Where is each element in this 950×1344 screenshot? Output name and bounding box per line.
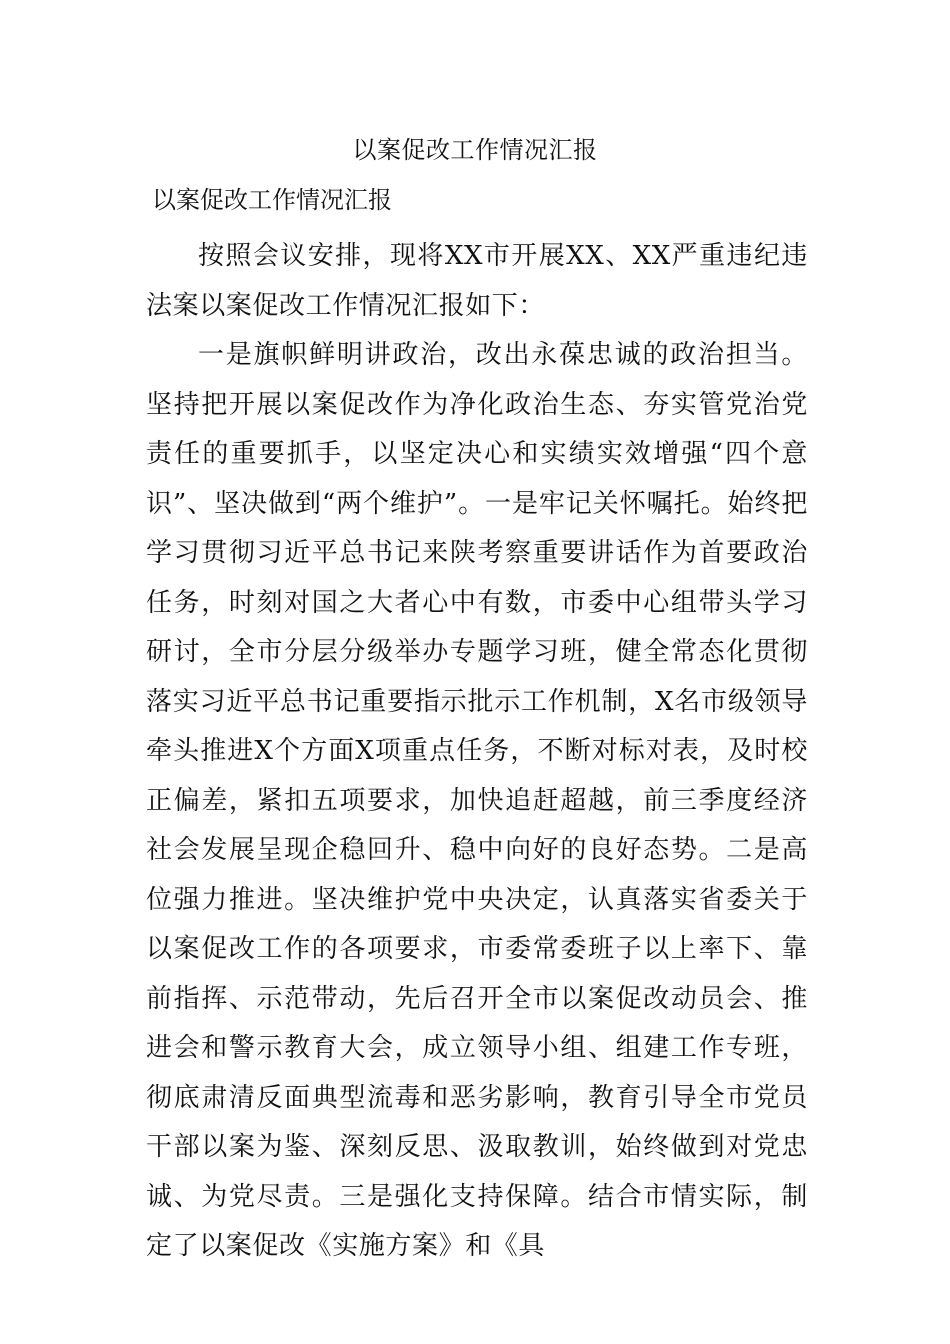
document-title: 以案促改工作情况汇报 [352, 136, 598, 164]
document-body [146, 232, 808, 1272]
main-paragraph: 一是旗帜鲜明讲政治，改出永葆忠诚的政治担当。坚持把开展以案促改作为净化政治生态、夯实管党治党责任的重要抓手，以坚定决心和实绩实效增强“四个意识”、坚决做到“两个维护”。一是牢记关怀嘱托。始终把学习贯彻习近平总书记来陕考察重要讲话作为首要政治任务，时刻对国之大者心中有数，市委中心组带头学习研讨，全市分层分级举办专题学习班，健全常态化贯彻落实习近平总书记重要指示批示工作机制，X名市级领导牵头推进X个方面X项重点任务，不断对标对表，及时校正偏差，紧扣五项要求，加快追赶超越，前三季度经济社会发展呈现企稳回升、稳中向好的良好态势。二是高位强力推进。坚决维护党中央决定，认真落实省委关于以案促改工作的各项要求，市委常委班子以上率下、靠前指挥、示范带动，先后召开全市以案促改动员会、推进会和警示教育大会，成立领导小组、组建工作专班，彻底肃清反面典型流毒和恶劣影响，教育引导全市党员干部以案为鉴、深刻反思、汲取教训，始终做到对党忠诚、为党尽责。三是强化支持保障。结合市情实际，制定了以案促改《实施方案》和《具 [146, 340, 808, 1261]
document-subtitle: 以案促改工作情况汇报 [152, 186, 392, 214]
intro-paragraph: 按照会议安排，现将XX市开展XX、XX严重违纪违法案以案促改工作情况汇报如下： [146, 241, 808, 321]
